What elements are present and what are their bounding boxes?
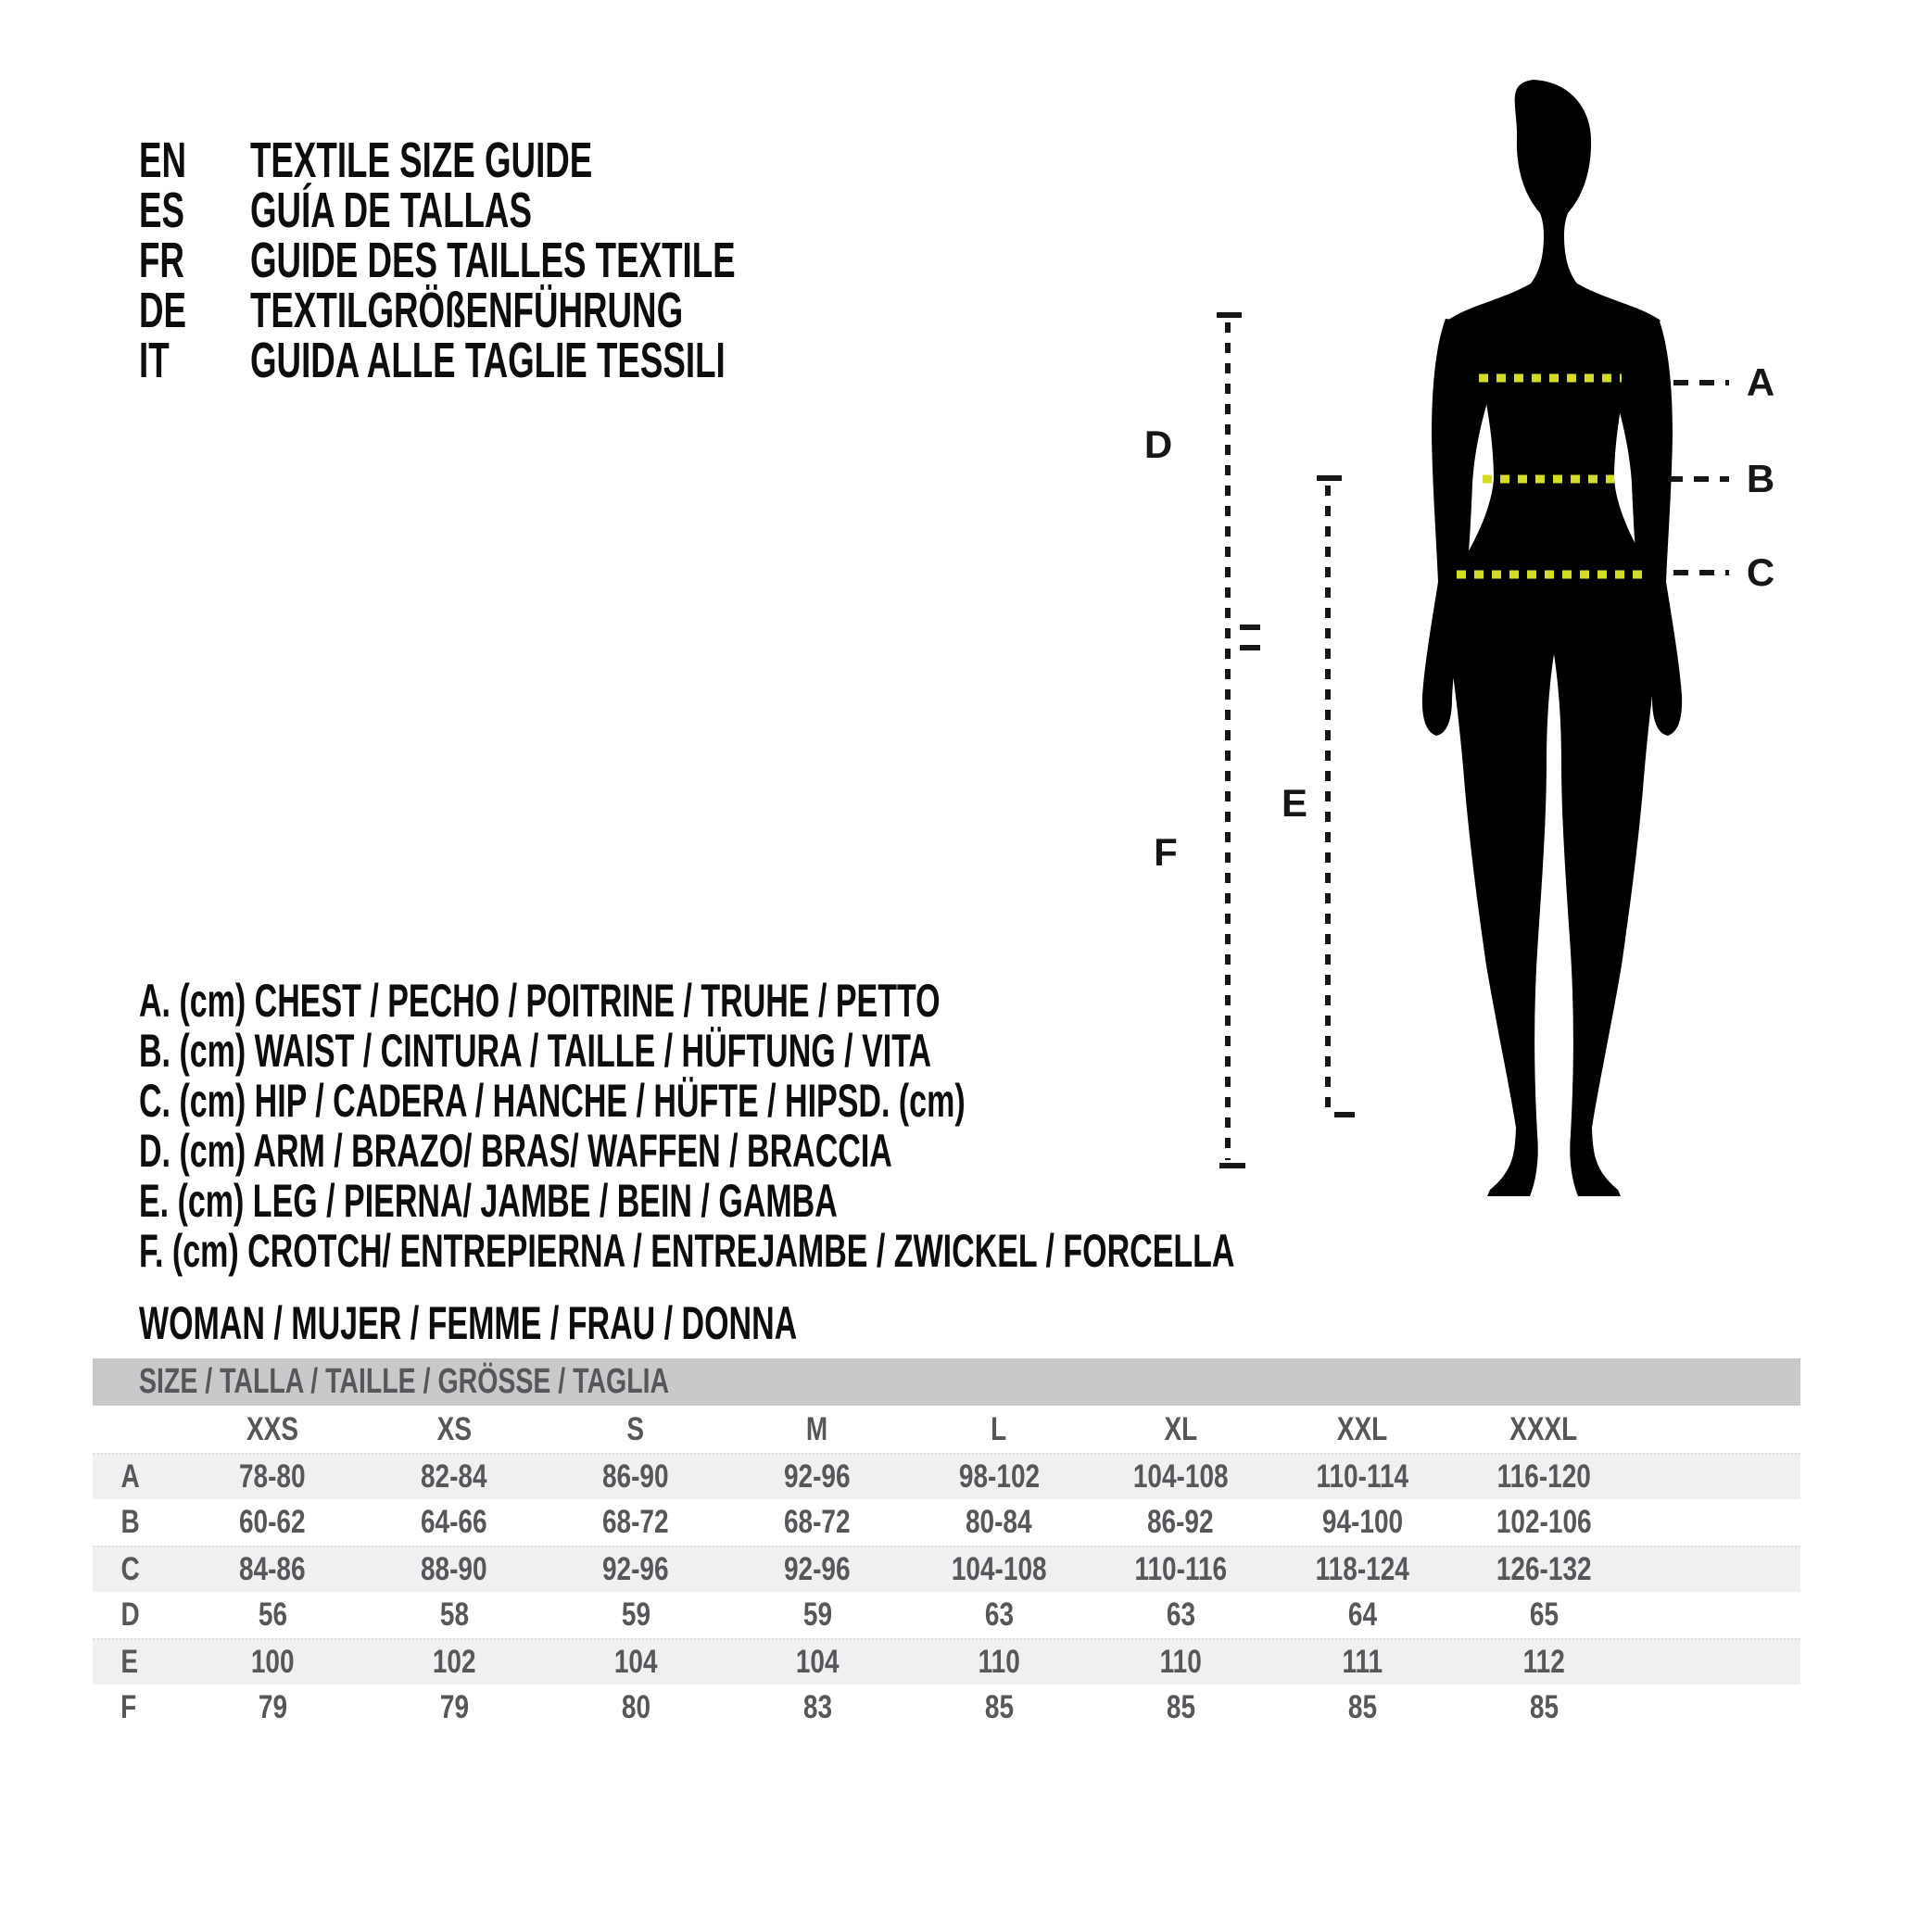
table-cell bbox=[726, 1458, 908, 1496]
size-column-header bbox=[1271, 1411, 1453, 1448]
audience-line-text: WOMAN / MUJER / FEMME / FRAU / DONNA bbox=[139, 1297, 798, 1349]
table-cell bbox=[182, 1504, 363, 1541]
table-cell-text: 85 bbox=[1529, 1689, 1559, 1725]
size-column-header bbox=[908, 1411, 1090, 1448]
table-cell-text: 79 bbox=[439, 1689, 469, 1725]
table-row bbox=[93, 1592, 1800, 1638]
size-column-header bbox=[726, 1411, 908, 1448]
size-column-header-text: XXL bbox=[1336, 1410, 1388, 1447]
waist-letter: B bbox=[1746, 457, 1775, 500]
crotch-letter: F bbox=[1154, 830, 1178, 874]
table-cell-text: 80 bbox=[621, 1689, 650, 1725]
measurement-line bbox=[139, 1126, 1750, 1176]
row-label bbox=[93, 1458, 182, 1496]
table-cell bbox=[908, 1597, 1090, 1634]
audience-line bbox=[139, 1298, 1106, 1348]
table-cell-text: 85 bbox=[984, 1689, 1014, 1725]
language-title-text: GUIDA ALLE TAGLIE TESSILI bbox=[250, 333, 726, 388]
table-cell bbox=[363, 1458, 545, 1496]
table-cell-text: 92-96 bbox=[784, 1458, 851, 1495]
size-columns-row bbox=[93, 1406, 1800, 1453]
table-cell bbox=[1271, 1597, 1453, 1634]
table-cell bbox=[1090, 1644, 1271, 1681]
table-cell-text: 84-86 bbox=[239, 1551, 306, 1587]
table-cell-text: 126-132 bbox=[1496, 1551, 1592, 1587]
measurement-line-text: B. (cm) WAIST / CINTURA / TAILLE / HÜFTUNG / VITA bbox=[139, 1025, 932, 1077]
table-cell-text: 100 bbox=[250, 1644, 295, 1680]
row-label-text: F bbox=[120, 1689, 137, 1725]
size-table-body bbox=[93, 1453, 1800, 1731]
table-cell-text: 94-100 bbox=[1321, 1504, 1403, 1540]
row-label bbox=[93, 1644, 182, 1681]
table-cell-text: 98-102 bbox=[958, 1458, 1040, 1495]
table-cell-text: 82-84 bbox=[421, 1458, 487, 1495]
table-cell bbox=[1453, 1597, 1635, 1634]
table-row bbox=[93, 1685, 1800, 1731]
table-cell-text: 118-124 bbox=[1315, 1551, 1409, 1587]
table-cell bbox=[1453, 1504, 1635, 1541]
table-cell-text: 116-120 bbox=[1496, 1458, 1591, 1495]
table-cell bbox=[182, 1689, 363, 1726]
table-cell bbox=[1453, 1458, 1635, 1496]
table-cell-text: 110 bbox=[978, 1644, 1020, 1680]
size-column-header-text: XS bbox=[436, 1410, 472, 1447]
measurement-line bbox=[139, 976, 1750, 1026]
table-cell bbox=[363, 1644, 545, 1681]
table-cell-text: 63 bbox=[1166, 1597, 1195, 1633]
table-cell bbox=[1271, 1458, 1453, 1496]
size-column-header-text: M bbox=[806, 1410, 828, 1447]
row-label bbox=[93, 1504, 182, 1541]
row-label-text: B bbox=[120, 1504, 140, 1540]
language-code-text: FR bbox=[139, 233, 184, 288]
leg-letter: E bbox=[1281, 781, 1308, 825]
table-cell-text: 92-96 bbox=[602, 1551, 669, 1587]
table-cell-text: 86-90 bbox=[602, 1458, 669, 1495]
size-column-header-text: XXXL bbox=[1509, 1410, 1578, 1447]
table-cell bbox=[726, 1551, 908, 1588]
language-title-text: TEXTILGRÖßENFÜHRUNG bbox=[250, 283, 684, 338]
measurement-line bbox=[139, 1226, 1750, 1276]
table-cell bbox=[182, 1551, 363, 1588]
table-cell bbox=[1271, 1689, 1453, 1726]
chest-letter: A bbox=[1746, 360, 1775, 404]
table-cell-text: 88-90 bbox=[421, 1551, 487, 1587]
table-row bbox=[93, 1499, 1800, 1546]
table-cell bbox=[363, 1551, 545, 1588]
table-cell bbox=[545, 1597, 726, 1634]
table-cell bbox=[182, 1597, 363, 1634]
table-cell bbox=[1453, 1551, 1635, 1588]
table-cell-text: 56 bbox=[258, 1597, 287, 1633]
table-cell-text: 104-108 bbox=[1132, 1458, 1229, 1495]
table-cell-text: 104 bbox=[613, 1644, 658, 1680]
table-cell-text: 85 bbox=[1166, 1689, 1195, 1725]
language-title-text: GUÍA DE TALLAS bbox=[250, 183, 532, 238]
measurement-line-text: D. (cm) ARM / BRAZO/ BRAS/ WAFFEN / BRACCIA bbox=[139, 1125, 892, 1177]
table-cell bbox=[1271, 1504, 1453, 1541]
table-cell bbox=[363, 1504, 545, 1541]
table-cell-text: 104-108 bbox=[951, 1551, 1047, 1587]
language-code-text: EN bbox=[139, 133, 187, 188]
table-cell bbox=[545, 1689, 726, 1726]
size-column-header-text: XL bbox=[1164, 1410, 1197, 1447]
table-cell-text: 102 bbox=[432, 1644, 476, 1680]
table-cell-text: 59 bbox=[802, 1597, 832, 1633]
row-label-text: A bbox=[120, 1458, 140, 1495]
measurement-legend bbox=[139, 976, 1750, 1276]
language-code-text: ES bbox=[139, 183, 184, 238]
row-label bbox=[93, 1551, 182, 1588]
table-cell bbox=[908, 1458, 1090, 1496]
row-label bbox=[93, 1597, 182, 1634]
language-code-text: IT bbox=[139, 333, 170, 388]
table-cell bbox=[908, 1644, 1090, 1681]
table-cell bbox=[1090, 1504, 1271, 1541]
table-cell bbox=[1271, 1644, 1453, 1681]
table-cell-text: 104 bbox=[795, 1644, 840, 1680]
measurement-line-text: A. (cm) CHEST / PECHO / POITRINE / TRUHE / PETTO bbox=[139, 975, 941, 1027]
table-cell bbox=[545, 1458, 726, 1496]
table-cell-text: 78-80 bbox=[239, 1458, 306, 1495]
table-cell-text: 80-84 bbox=[966, 1504, 1032, 1540]
table-cell-text: 110-116 bbox=[1134, 1551, 1227, 1587]
table-cell-text: 60-62 bbox=[239, 1504, 306, 1540]
language-title-text: TEXTILE SIZE GUIDE bbox=[250, 133, 593, 188]
measurement-line bbox=[139, 1076, 1750, 1126]
size-column-header bbox=[1090, 1411, 1271, 1448]
table-cell bbox=[545, 1644, 726, 1681]
size-column-header bbox=[363, 1411, 545, 1448]
table-cell bbox=[1453, 1689, 1635, 1726]
table-cell-text: 102-106 bbox=[1496, 1504, 1592, 1540]
size-table bbox=[93, 1358, 1800, 1731]
table-cell-text: 64 bbox=[1347, 1597, 1377, 1633]
language-title-text: GUIDE DES TAILLES TEXTILE bbox=[250, 233, 736, 288]
table-cell bbox=[726, 1597, 908, 1634]
table-cell bbox=[726, 1644, 908, 1681]
table-cell-text: 65 bbox=[1529, 1597, 1559, 1633]
arm-letter: D bbox=[1143, 423, 1173, 466]
table-cell bbox=[1271, 1551, 1453, 1588]
table-cell-text: 79 bbox=[258, 1689, 287, 1725]
table-cell bbox=[363, 1689, 545, 1726]
row-label bbox=[93, 1689, 182, 1726]
measurement-line-text: E. (cm) LEG / PIERNA/ JAMBE / BEIN / GAMBA bbox=[139, 1175, 838, 1227]
table-cell bbox=[726, 1689, 908, 1726]
table-cell-text: 86-92 bbox=[1147, 1504, 1214, 1540]
table-cell bbox=[363, 1597, 545, 1634]
table-cell-text: 63 bbox=[984, 1597, 1014, 1633]
size-table-header bbox=[93, 1358, 1800, 1406]
language-code-text: DE bbox=[139, 283, 187, 338]
table-cell-text: 58 bbox=[439, 1597, 469, 1633]
hip-letter: C bbox=[1746, 550, 1775, 594]
table-cell-text: 111 bbox=[1342, 1644, 1383, 1680]
row-label-text: C bbox=[120, 1551, 140, 1587]
measurement-line-text: C. (cm) HIP / CADERA / HANCHE / HÜFTE / HIPSD. (cm) bbox=[139, 1075, 966, 1127]
size-column-header bbox=[1453, 1411, 1635, 1448]
table-row bbox=[93, 1453, 1800, 1499]
size-table-header-text: SIZE / TALLA / TAILLE / GRÖSSE / TAGLIA bbox=[139, 1362, 670, 1401]
table-cell-text: 83 bbox=[802, 1689, 832, 1725]
size-column-header-text: S bbox=[626, 1410, 645, 1447]
table-cell-text: 112 bbox=[1522, 1644, 1565, 1680]
table-cell bbox=[182, 1458, 363, 1496]
table-cell bbox=[908, 1551, 1090, 1588]
table-cell-text: 110-114 bbox=[1316, 1458, 1408, 1495]
size-column-header bbox=[182, 1411, 363, 1448]
table-row bbox=[93, 1546, 1800, 1592]
table-cell-text: 68-72 bbox=[784, 1504, 851, 1540]
table-cell-text: 68-72 bbox=[602, 1504, 669, 1540]
table-cell bbox=[1090, 1551, 1271, 1588]
table-cell bbox=[908, 1504, 1090, 1541]
row-label-text: D bbox=[120, 1597, 140, 1633]
table-cell bbox=[1453, 1644, 1635, 1681]
table-cell-text: 110 bbox=[1159, 1644, 1202, 1680]
measurement-line bbox=[139, 1026, 1750, 1076]
size-column-header bbox=[545, 1411, 726, 1448]
table-cell bbox=[1090, 1689, 1271, 1726]
table-cell bbox=[182, 1644, 363, 1681]
table-cell bbox=[545, 1551, 726, 1588]
measurement-line-text: F. (cm) CROTCH/ ENTREPIERNA / ENTREJAMBE / ZWICKEL / FORCELLA bbox=[139, 1225, 1235, 1277]
table-cell-text: 85 bbox=[1347, 1689, 1377, 1725]
table-cell bbox=[1090, 1458, 1271, 1496]
measurement-line bbox=[139, 1176, 1750, 1226]
table-cell-text: 92-96 bbox=[784, 1551, 851, 1587]
table-cell-text: 64-66 bbox=[421, 1504, 487, 1540]
table-cell bbox=[726, 1504, 908, 1541]
size-column-header-text: L bbox=[991, 1410, 1007, 1447]
row-label-text: E bbox=[120, 1644, 139, 1680]
table-cell-text: 59 bbox=[621, 1597, 650, 1633]
table-cell bbox=[545, 1504, 726, 1541]
table-cell bbox=[908, 1689, 1090, 1726]
table-cell bbox=[1090, 1597, 1271, 1634]
table-row bbox=[93, 1638, 1800, 1685]
size-column-header-text: XXS bbox=[246, 1410, 299, 1447]
